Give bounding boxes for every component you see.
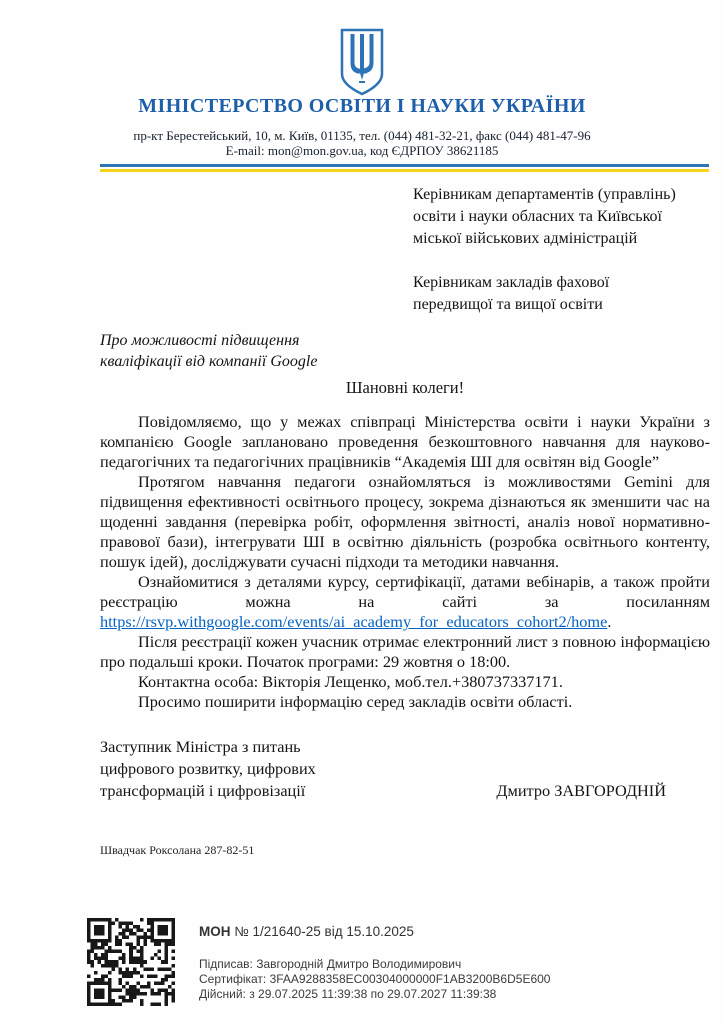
registration-link[interactable]: https://rsvp.withgoogle.com/events/ai_academy_for_educators_cohort2/home — [100, 612, 608, 631]
signature-block — [100, 736, 710, 802]
ministry-email-line: E-mail: mon@mon.gov.ua, код ЄДРПОУ 38621185 — [225, 143, 499, 158]
stamp-certificate: Сертифікат: 3FAA9288358EC00304000000F1AB3200B6D5E600 — [199, 972, 551, 986]
body-paragraph-1: Повідомляємо, що у межах співпраці Міністерства освіти і науки України з компанією Google заплановано проведення безкоштовного навчання для науково-педагогічних та педагогічних працівників “Академія ШІ для освітян від Google” — [100, 412, 710, 471]
signature-name: Дмитро ЗАВГОРОДНІЙ — [496, 781, 666, 800]
ministry-contacts — [0, 128, 724, 158]
salutation: Шановні колеги! — [345, 378, 465, 397]
body-paragraph-3-period: . — [607, 612, 612, 631]
subject-line: Про можливості підвищення кваліфікації від компанії Google — [100, 332, 318, 370]
stamp-registration-line — [199, 924, 550, 939]
stamp-reg-number: № 1/21640-25 від 15.10.2025 — [234, 924, 414, 939]
recipient-block-1: Керівникам департаментів (управлінь) освіти і науки обласних та Київської міської військових адміністрацій — [413, 186, 676, 247]
body-paragraph-3 — [100, 572, 710, 632]
flag-yellow-line — [100, 169, 709, 172]
stamp-validity: Дійсний: з 29.07.2025 11:39:38 по 29.07.2027 11:39:38 — [199, 987, 497, 1001]
body-paragraph-6: Просимо поширити інформацію серед закладів освіти області. — [138, 692, 573, 711]
flag-divider — [100, 164, 709, 172]
executor-contact: Швадчак Роксолана 287-82-51 — [100, 843, 255, 857]
stamp-signed-by: Підписав: Завгородній Дмитро Володимирович — [199, 957, 462, 971]
signature-position: Заступник Міністра з питань цифрового розвитку, цифрових трансформацій і цифровізації — [100, 737, 316, 800]
body-paragraph-2: Протягом навчання педагоги ознайомляться із можливостями Gemini для підвищення ефективності освітнього процесу, зокрема дізнаються як зменшити час на щоденні завдання (перевірка робіт, оформлення звітності, аналіз нової нормативно-правової бази), інтегрувати ШІ в освітню діяльність (розробка освітнього контенту, пошук ідей), досліджувати сучасні підходи та методики навчання. — [100, 472, 710, 571]
body-paragraph-3-text: Ознайомитися з деталями курсу, сертифікації, датами вебінарів, а також пройти реєстрацію можна на сайті за посиланням — [100, 572, 710, 611]
ministry-name: МІНІСТЕРСТВО ОСВІТИ І НАУКИ УКРАЇНИ — [138, 95, 586, 117]
digital-signature-stamp — [87, 918, 550, 1006]
recipient-block-2: Керівникам закладів фахової передвищої та вищої освіти — [413, 274, 610, 313]
body-paragraph-5: Контактна особа: Вікторія Лещенко, моб.тел.+380737337171. — [138, 672, 563, 691]
stamp-text — [199, 918, 550, 1006]
ministry-address-line: пр-кт Берестейський, 10, м. Київ, 01135, тел. (044) 481-32-21, факс (044) 481-47-96 — [133, 128, 591, 143]
stamp-details — [199, 957, 550, 1002]
trident-emblem-icon — [0, 26, 724, 103]
stamp-org: МОН — [199, 924, 231, 939]
body-paragraph-4: Після реєстрації кожен учасник отримає електронний лист з повною інформацією про подальші кроки. Початок програми: 29 жовтня о 18:00. — [100, 632, 710, 671]
qr-code-icon — [87, 918, 175, 1006]
letter-body — [100, 412, 710, 712]
